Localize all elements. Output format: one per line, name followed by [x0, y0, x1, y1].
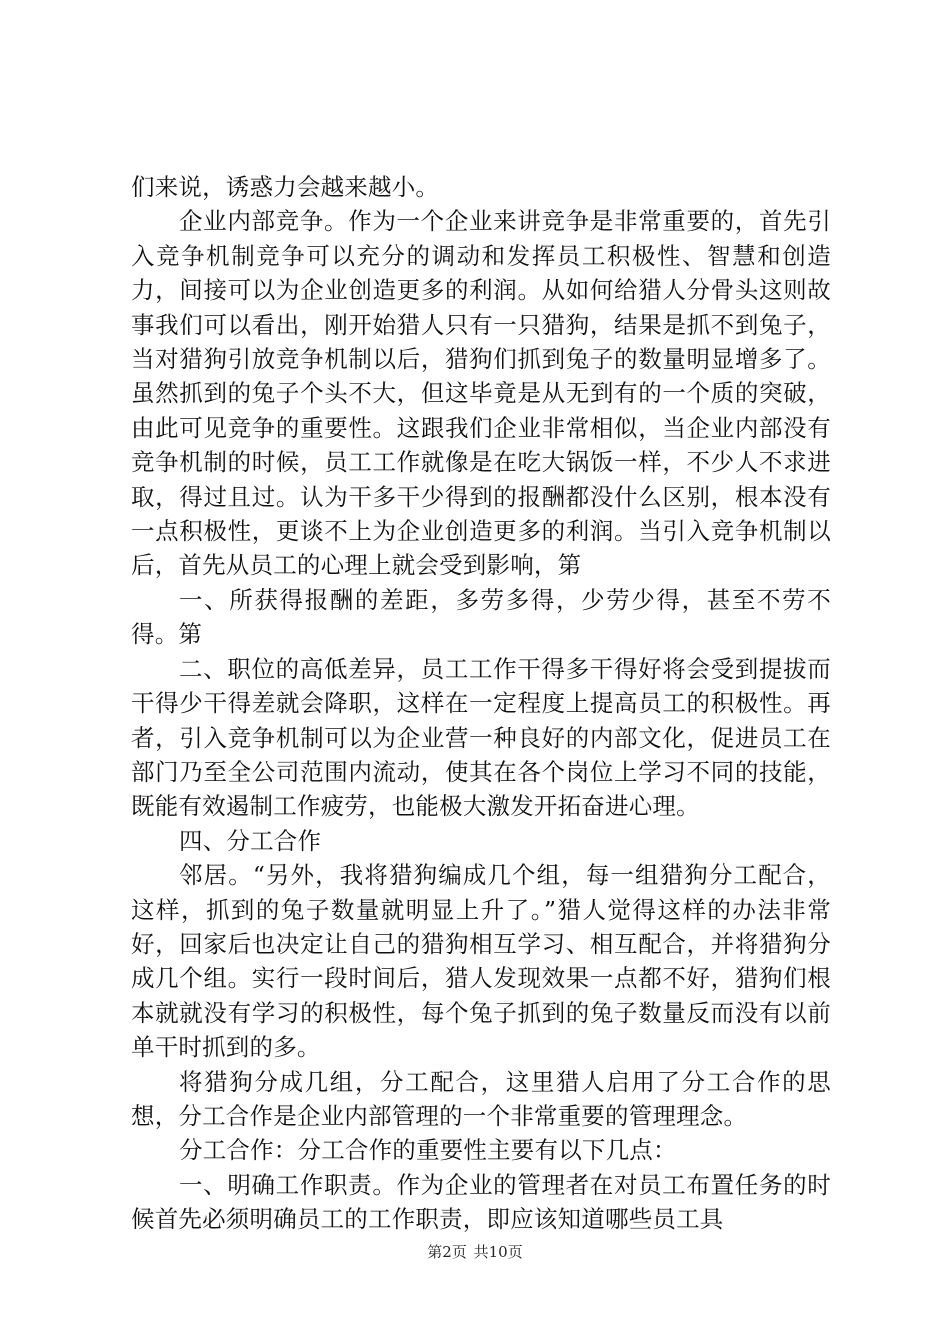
paragraph-4: 二、职位的高低差异，员工工作干得多干得好将会受到提拔而干得少干得差就会降职，这样在一定程度上提高员工的积极性。再者，引入竞争机制可以为企业营一种良好的内部文化，促进员工在部门乃至全公司范围内流动，使其在各个岗位上学习不同的技能，既能有效遏制工作疲劳，也能极大激发开拓奋进心理。 — [131, 654, 831, 821]
paragraph-1: 们来说，诱惑力会越来越小。 — [131, 173, 440, 201]
paragraph-3: 一、所获得报酬的差距，多劳多得，少劳少得，甚至不劳不得。第 — [131, 585, 831, 649]
paragraph-2: 企业内部竞争。作为一个企业来讲竞争是非常重要的，首先引入竞争机制竞争可以充分的调动和发挥员工积极性、智慧和创造力，间接可以为企业创造更多的利润。从如何给猎人分骨头这则故事我们可以看出，刚开始猎人只有一只猎狗，结果是抓不到兔子，当对猎狗引放竞争机制以后，猎狗们抓到兔子的数量明显增多了。虽然抓到的兔子个头不大，但这毕竟是从无到有的一个质的突破，由此可见竞争的重要性。这跟我们企业非常相似，当企业内部没有竞争机制的时候，员工工作就像是在吃大锅饭一样，不少人不求进取，得过且过。认为干多干少得到的报酬都没什么区别，根本没有一点积极性，更谈不上为企业创造更多的利润。当引入竞争机制以后，首先从员工的心理上就会受到影响，第 — [131, 207, 831, 580]
page-footer — [0, 1242, 950, 1262]
paragraph-6: 邻居。“另外，我将猎狗编成几个组，每一组猎狗分工配合，这样，抓到的兔子数量就明显上升了。”猎人觉得这样的办法非常好，回家后也决定让自己的猎狗相互学习、相互配合，并将猎狗分成几个组。实行一段时间后，猎人发现效果一点都不好，猎狗们根本就就没有学习的积极性，每个兔子抓到的兔子数量反而没有以前单干时抓到的多。 — [131, 861, 831, 1062]
page-number: 第2页 — [427, 1243, 467, 1261]
paragraph-7: 将猎狗分成几组，分工配合，这里猎人启用了分工合作的思想，分工合作是企业内部管理的一个非常重要的管理理念。 — [131, 1067, 831, 1130]
section-heading-division-of-labor: 四、分工合作 — [179, 826, 322, 855]
paragraph-8: 分工合作：分工合作的重要性主要有以下几点： — [179, 1136, 677, 1165]
document-body — [131, 170, 831, 1237]
page-total: 共10页 — [473, 1243, 523, 1261]
paragraph-9: 一、明确工作职责。作为企业的管理者在对员工布置任务的时候首先必须明确员工的工作职责，即应该知道哪些员工具 — [131, 1170, 831, 1234]
